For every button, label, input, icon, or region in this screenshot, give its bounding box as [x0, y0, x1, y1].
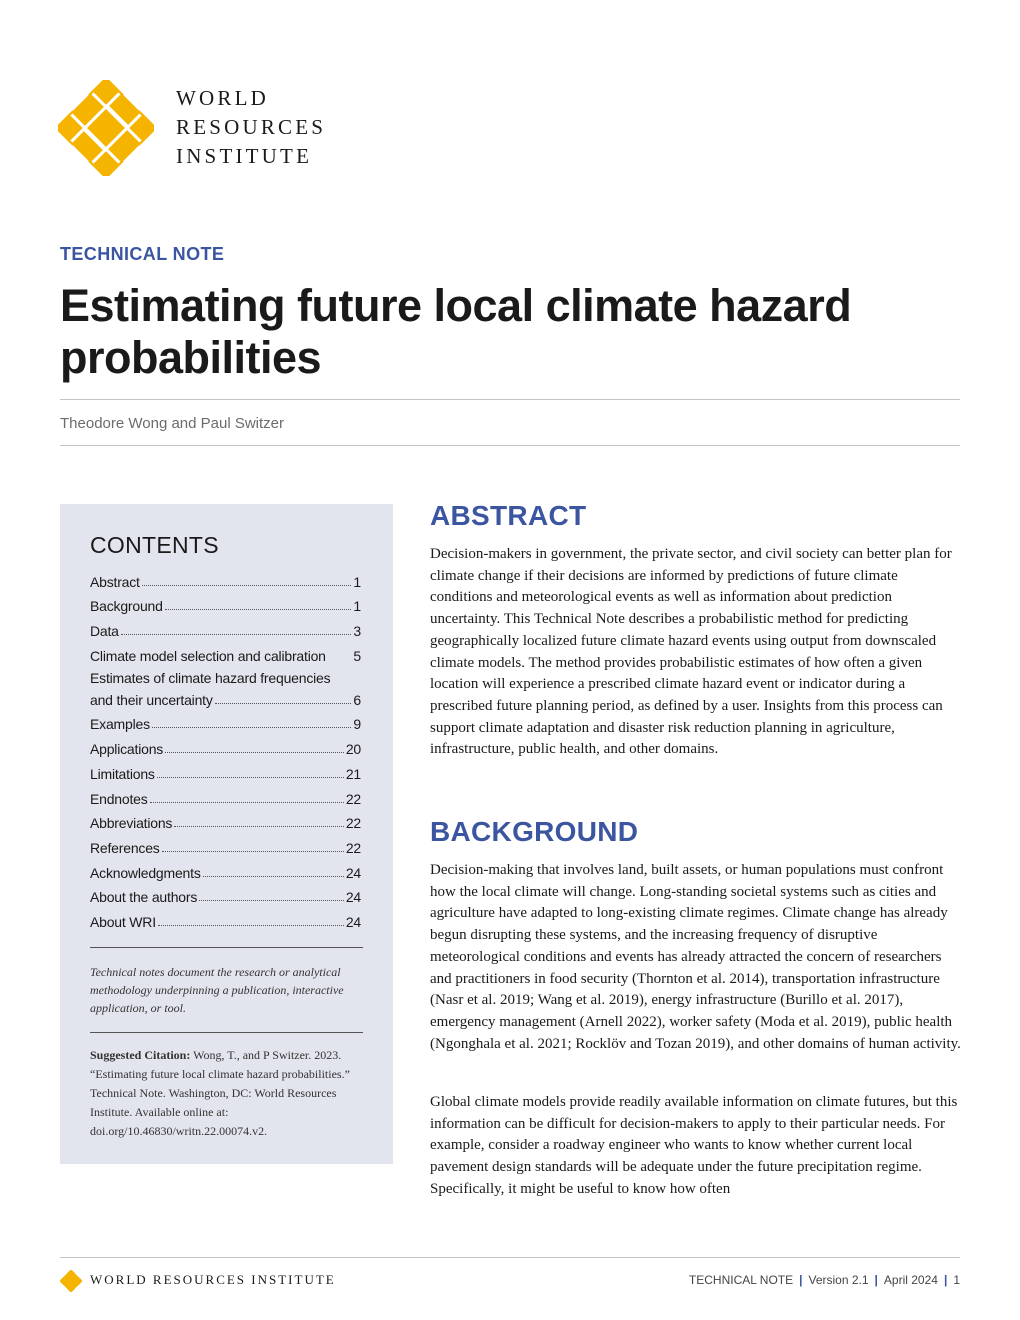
toc-item-abstract[interactable]: Abstract 1 — [90, 573, 361, 590]
wordmark-line-2: RESOURCES — [176, 115, 327, 139]
footer-meta — [689, 1273, 960, 1287]
toc-item-applications[interactable]: Applications 20 — [90, 741, 361, 758]
citation-text: Wong, T., and P Switzer. 2023. “Estimating future local climate hazard probabilities.” Technical Note. Washington, DC: World Resources Institute. Available online at: doi.org/10.46830/writn.22.00074.v2. — [90, 1048, 350, 1138]
toc-item-limitations[interactable]: Limitations 21 — [90, 765, 361, 782]
document-type-label: TECHNICAL NOTE — [60, 244, 225, 264]
toc-item-acknowledgments[interactable]: Acknowledgments 24 — [90, 864, 361, 881]
title-divider — [60, 399, 960, 400]
page-number: 1 — [953, 1273, 960, 1287]
toc-item-references[interactable]: References 22 — [90, 839, 361, 856]
toc-item-estimates[interactable]: Estimates of climate hazard frequencies and their uncertainty 6 — [90, 669, 361, 708]
footer-separator: | — [943, 1273, 948, 1287]
footer-wri-logo-icon — [60, 1270, 82, 1292]
wri-wordmark — [176, 84, 326, 171]
toc-item-about-authors[interactable]: About the authors 24 — [90, 889, 361, 906]
footer-org-name: WORLD RESOURCES INSTITUTE — [90, 1272, 336, 1287]
citation-divider — [90, 1032, 363, 1033]
toc-item-abbreviations[interactable]: Abbreviations 22 — [90, 815, 361, 832]
suggested-citation — [90, 1046, 365, 1141]
background-paragraph-1: Decision-making that involves land, built assets, or human populations must confront how the local climate will change. Long-standing societal systems such as cities and agriculture have adapted to long-existing climate regimes. Climate change has already begun disrupting these systems, and the increasing frequency of disruptive meteorological conditions and events has already attracted the concern of researchers and practitioners in food security (Thornton et al. 2014), transportation infrastructure (Nasr et al. 2019; Wang et al. 2019), energy infrastructure (Burillo et al. 2017), emergency management (Arnell 2022), worker safety (Moda et al. 2019), public health (Ngonghala et al. 2021; Rocklöv and Tozan 2019), and other domains of human activity. — [430, 862, 961, 1052]
toc-item-about-wri[interactable]: About WRI 24 — [90, 913, 361, 930]
footer-separator: | — [799, 1273, 803, 1287]
footer-doc-type: TECHNICAL NOTE — [688, 1273, 794, 1287]
toc-item-background[interactable]: Background 1 — [90, 598, 361, 615]
footer-date: April 2024 — [883, 1273, 938, 1287]
toc-item-climate-model[interactable]: Climate model selection and calibration 5 — [90, 647, 361, 664]
footer-divider — [60, 1257, 960, 1258]
abstract-text: Decision-makers in government, the private sector, and civil society can better plan for climate change if their decisions are informed by predictions of future climate conditions and meteorological events as well as information about prediction uncertainty. This Technical Note describes a probabilistic method for predicting geographically localized future climate hazard events using output from downscaled climate models. The method provides probabilistic estimates of how often a given location will experience a prescribed climate hazard event or indicator during a prescribed future planning period, as defined by a user. Insights from this process can support climate adaptation and disaster risk reduction planning in agriculture, infrastructure, public health, and other domains. — [430, 546, 952, 758]
toc-item-endnotes[interactable]: Endnotes 22 — [90, 790, 361, 807]
toc-item-data[interactable]: Data 3 — [90, 623, 361, 640]
abstract-heading: ABSTRACT — [430, 500, 587, 531]
wordmark-line-3: INSTITUTE — [176, 144, 313, 168]
authors-divider — [60, 445, 960, 446]
contents-heading: CONTENTS — [90, 532, 219, 558]
contents-list — [90, 565, 361, 930]
footer-separator: | — [874, 1273, 878, 1287]
citation-label: Suggested Citation: — [90, 1048, 191, 1062]
background-heading: BACKGROUND — [430, 816, 639, 847]
contents-sidebar — [60, 504, 393, 1164]
footer-version: Version 2.1 — [808, 1273, 869, 1287]
wordmark-line-1: WORLD — [176, 86, 269, 110]
wri-logo-icon — [58, 80, 154, 176]
contents-divider — [90, 947, 363, 948]
background-paragraph-2: Global climate models provide readily available information on climate futures, but this information can be difficult for decision-makers to apply to their particular needs. For example, consider a roadway engineer who wants to know whether current local pavement design standards will be adequate under the future precipitation regime. Specifically, it might be useful to know how often — [430, 1094, 958, 1197]
toc-item-examples[interactable]: Examples 9 — [90, 716, 361, 733]
technical-note-description: Technical notes document the research or analytical methodology underpinning a publication, interactive application, or tool. — [90, 965, 344, 1015]
authors: Theodore Wong and Paul Switzer — [60, 415, 285, 432]
page-title: Estimating future local climate hazard probabilities — [60, 280, 852, 383]
